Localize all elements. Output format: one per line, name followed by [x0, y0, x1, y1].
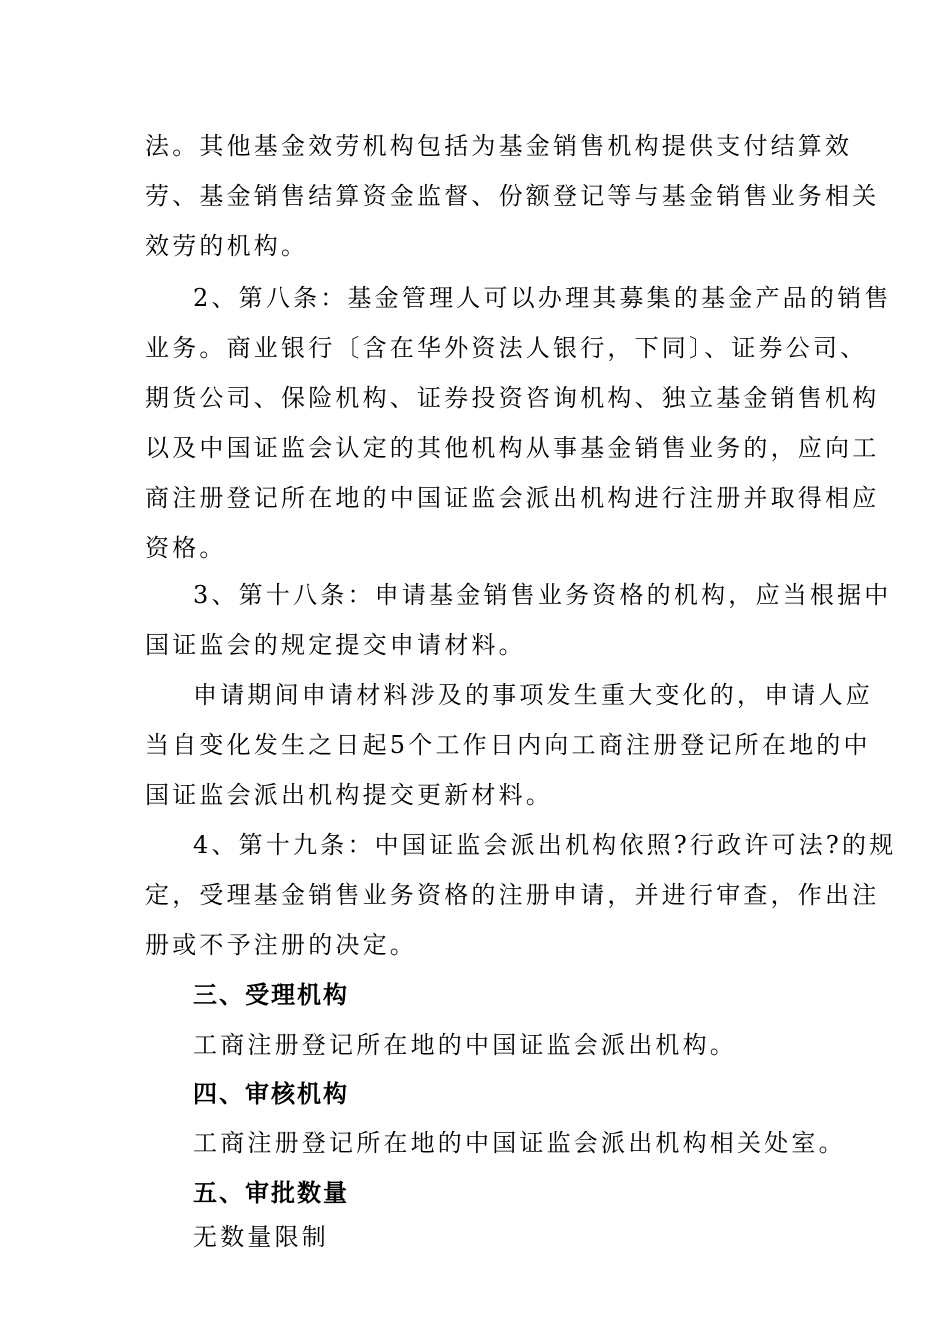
text-line: 法。其他基金效劳机构包括为基金销售机构提供支付结算效 [145, 132, 853, 160]
text-line: 效劳的机构。 [145, 232, 309, 260]
text-line: 申请期间申请材料涉及的事项发生重大变化的，申请人应 [193, 681, 873, 709]
text-line: 册或不予注册的决定。 [145, 931, 417, 959]
text-line: 4、第十九条：中国证监会派出机构依照?行政许可法?的规 [193, 831, 897, 859]
text-line: 以及中国证监会认定的其他机构从事基金销售业务的，应向工 [145, 434, 880, 462]
section-heading: 四、审核机构 [193, 1080, 349, 1108]
text-line: 2、第八条：基金管理人可以办理其募集的基金产品的销售 [193, 284, 892, 312]
text-line: 国证监会的规定提交申请材料。 [145, 631, 526, 659]
text-line: 3、第十八条：申请基金销售业务资格的机构，应当根据中 [193, 581, 892, 609]
text-line: 劳、基金销售结算资金监督、份额登记等与基金销售业务相关 [145, 182, 880, 210]
text-line: 资格。 [145, 534, 227, 562]
text-line: 工商注册登记所在地的中国证监会派出机构相关处室。 [193, 1129, 846, 1157]
text-line: 工商注册登记所在地的中国证监会派出机构。 [193, 1031, 737, 1059]
section-heading: 五、审批数量 [193, 1179, 349, 1207]
text-line: 商注册登记所在地的中国证监会派出机构进行注册并取得相应 [145, 484, 880, 512]
section-heading: 三、受理机构 [193, 981, 349, 1009]
text-line: 无数量限制 [193, 1223, 329, 1251]
text-line: 当自变化发生之日起5个工作日内向工商注册登记所在地的中 [145, 731, 871, 759]
text-line: 业务。商业银行〔含在华外资法人银行，下同〕、证券公司、 [145, 334, 868, 362]
text-line: 定，受理基金销售业务资格的注册申请，并进行审查，作出注 [145, 881, 880, 909]
text-line: 期货公司、保险机构、证券投资咨询机构、独立基金销售机构 [145, 384, 880, 412]
text-line: 国证监会派出机构提交更新材料。 [145, 781, 553, 809]
